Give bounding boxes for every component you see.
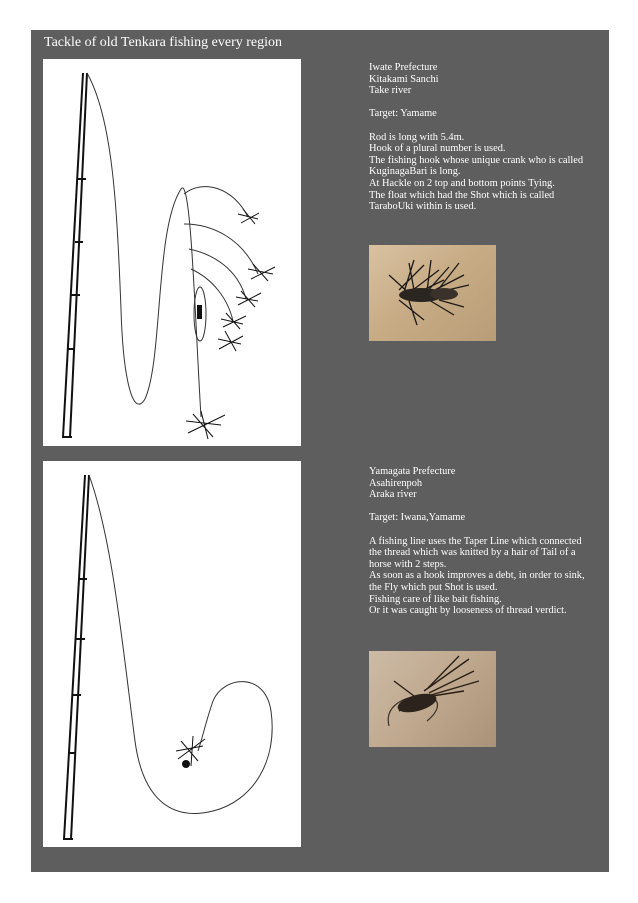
desc-line: Iwate Prefecture xyxy=(369,62,438,73)
desc-line: Yamagata Prefecture xyxy=(369,466,456,477)
description-yamagata xyxy=(369,466,585,617)
desc-line: At Hackle on 2 top and bottom points Tying. xyxy=(369,177,555,189)
desc-line: the thread which was knitted by a hair of Tail of a xyxy=(369,547,576,559)
desc-line: As soon as a hook improves a debt, in order to sink, xyxy=(369,570,585,582)
desc-line: Target: Yamame xyxy=(369,108,437,120)
dark-hackle-fly-photo-icon xyxy=(369,651,496,747)
desc-line: TaraboUki within is used. xyxy=(369,201,477,213)
rod-line-fly-icon xyxy=(43,461,301,847)
desc-line: Target: Iwana,Yamame xyxy=(369,512,466,524)
desc-line: Take river xyxy=(369,85,412,97)
desc-line: The fishing hook whose unique crank who is called xyxy=(369,154,584,166)
desc-line: The float which had the Shot which is called xyxy=(369,189,555,201)
desc-line: Rod is long with 5.4m. xyxy=(369,131,465,143)
desc-line: Kitakami Sanchi xyxy=(369,73,439,85)
desc-line: horse with 2 steps. xyxy=(369,558,447,570)
desc-line: the Fly which put Shot is used. xyxy=(369,581,498,593)
desc-line: Fishing care of like bait fishing. xyxy=(369,593,502,605)
fly-photo-iwate xyxy=(369,245,496,341)
tackle-diagram-iwate xyxy=(43,59,301,446)
tackle-diagram-yamagata xyxy=(43,461,301,847)
description-iwate xyxy=(369,62,583,213)
desc-line: Araka river xyxy=(369,489,417,501)
desc-line: A fishing line uses the Taper Line which connected xyxy=(369,535,582,547)
desc-line: Hook of a plural number is used. xyxy=(369,143,506,155)
desc-line: Or it was caught by looseness of thread verdict. xyxy=(369,605,567,617)
rod-line-flies-icon xyxy=(43,59,301,446)
fly-photo-yamagata xyxy=(369,651,496,747)
desc-line: KuginagaBari is long. xyxy=(369,166,461,178)
page-title: Tackle of old Tenkara fishing every region xyxy=(44,35,283,50)
desc-line: Asahirenpoh xyxy=(369,477,423,489)
hackle-fly-photo-icon xyxy=(369,245,496,341)
